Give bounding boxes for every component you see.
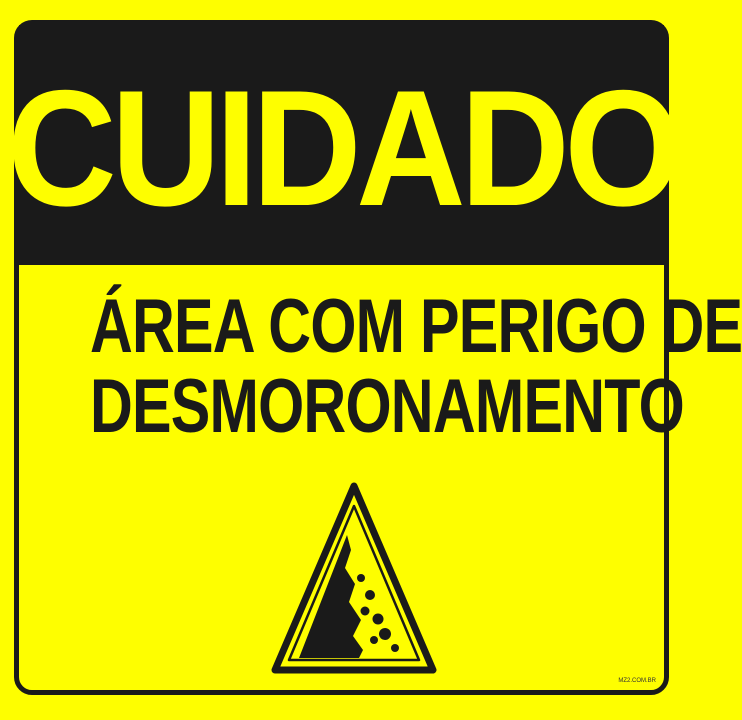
- sign-message: [19, 284, 742, 449]
- sign-header: [6, 25, 677, 265]
- sign-title: CUIDADO: [6, 55, 677, 240]
- message-line-1: ÁREA COM PERIGO DE: [89, 284, 742, 369]
- falling-rocks-warning-icon: [269, 480, 439, 680]
- maker-mark: MZ2.COM.BR: [618, 678, 656, 684]
- message-line-2: DESMORONAMENTO: [89, 364, 684, 449]
- sign-frame: [6, 20, 742, 695]
